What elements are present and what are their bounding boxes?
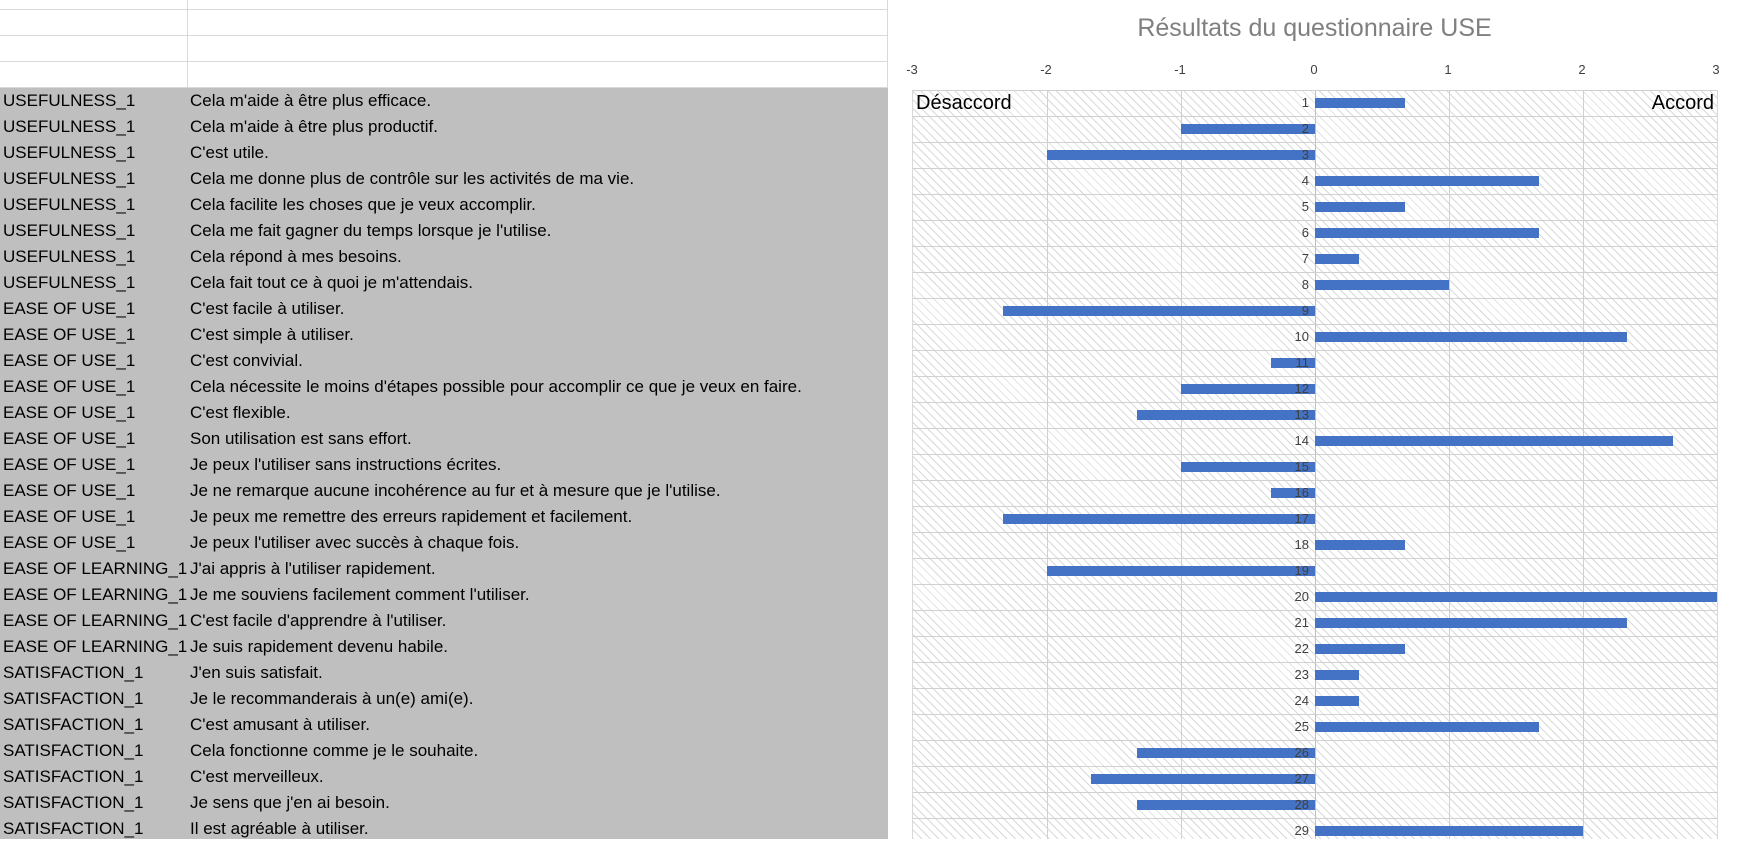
category-cell[interactable]: USEFULNESS_1 [3,117,136,136]
category-label: 6 [1301,225,1309,240]
category-label: 21 [1294,615,1309,630]
table-row[interactable] [0,686,888,712]
category-label: 16 [1294,485,1309,500]
question-cell[interactable]: Il est agréable à utiliser. [190,819,369,838]
category-label: 11 [1295,355,1309,370]
category-cell[interactable]: EASE OF USE_1 [3,299,136,318]
gridline [913,402,1717,403]
bar-1[interactable] [1315,98,1405,108]
question-cell[interactable]: Je le recommanderais à un(e) ami(e). [190,689,474,708]
gridline [913,220,1717,221]
gridline [913,194,1717,195]
gridline [913,610,1717,611]
category-label: 1 [1301,95,1309,110]
question-cell[interactable]: Cela nécessite le moins d'étapes possible pour accomplir ce que je veux en faire. [190,377,802,396]
category-cell[interactable]: EASE OF USE_1 [3,351,136,370]
table-row[interactable] [0,764,888,790]
table-row[interactable] [0,452,888,478]
category-label: 18 [1294,537,1309,552]
x-tick-label: 3 [1712,62,1720,77]
table-row[interactable] [0,114,888,140]
gridline [913,116,1717,117]
gridline [913,454,1717,455]
category-label: 29 [1294,823,1309,838]
table-row[interactable] [0,166,888,192]
category-cell[interactable]: EASE OF LEARNING_1 [3,611,188,630]
gridline [913,428,1717,429]
agree-label: Accord [1651,92,1714,114]
category-label: 14 [1294,433,1309,448]
bar-18[interactable] [1315,540,1405,550]
gridline [913,740,1717,741]
category-cell[interactable]: USEFULNESS_1 [3,91,136,110]
category-cell[interactable]: EASE OF USE_1 [3,481,136,500]
bar-29[interactable] [1315,826,1583,836]
use-results-chart[interactable] [888,0,1741,839]
category-cell[interactable]: SATISFACTION_1 [3,767,144,786]
category-label: 8 [1301,277,1309,292]
bar-8[interactable] [1315,280,1449,290]
empty-row[interactable] [0,36,888,62]
category-cell[interactable]: EASE OF USE_1 [3,325,136,344]
question-cell[interactable]: Cela me donne plus de contrôle sur les activités de ma vie. [190,169,635,188]
table-row[interactable] [0,348,888,374]
category-cell[interactable]: EASE OF USE_1 [3,429,136,448]
table-row[interactable] [0,816,888,842]
category-cell[interactable]: EASE OF USE_1 [3,455,136,474]
table-row[interactable] [0,634,888,660]
category-label: 23 [1294,667,1309,682]
question-cell[interactable]: Je peux me remettre des erreurs rapidement et facilement. [190,507,633,526]
category-label: 19 [1294,563,1309,578]
question-cell[interactable]: C'est simple à utiliser. [190,325,354,344]
table-row[interactable] [0,192,888,218]
column-divider [187,0,188,88]
gridline [913,350,1717,351]
gridline [913,246,1717,247]
table-row[interactable] [0,244,888,270]
gridline [913,818,1717,819]
bar-10[interactable] [1315,332,1627,342]
table-row[interactable] [0,374,888,400]
question-cell[interactable]: Cela m'aide à être plus productif. [190,117,438,136]
category-label: 4 [1301,173,1309,188]
bar-20[interactable] [1315,592,1717,602]
question-cell[interactable]: Cela facilite les choses que je veux accomplir. [190,195,536,214]
category-label: 3 [1301,147,1309,162]
category-label: 12 [1294,381,1309,396]
category-cell[interactable]: USEFULNESS_1 [3,247,136,266]
category-cell[interactable]: EASE OF USE_1 [3,377,136,396]
table-row[interactable] [0,530,888,556]
x-tick-label: -1 [1174,62,1186,77]
table-row[interactable] [0,218,888,244]
bar-21[interactable] [1315,618,1627,628]
category-cell[interactable]: EASE OF USE_1 [3,507,136,526]
question-cell[interactable]: Je ne remarque aucune incohérence au fur et à mesure que je l'utilise. [190,481,721,500]
table-row[interactable] [0,504,888,530]
gridline [913,272,1717,273]
category-cell[interactable]: SATISFACTION_1 [3,819,144,838]
category-label: 20 [1294,589,1309,604]
question-cell[interactable]: C'est amusant à utiliser. [190,715,370,734]
gridline [913,324,1717,325]
gridline [913,584,1717,585]
category-cell[interactable]: EASE OF LEARNING_1 [3,637,188,656]
table-row[interactable] [0,322,888,348]
category-cell[interactable]: SATISFACTION_1 [3,663,144,682]
category-label: 13 [1294,407,1309,422]
bar-25[interactable] [1315,722,1539,732]
empty-row[interactable] [0,62,888,88]
bar-6[interactable] [1315,228,1539,238]
question-cell[interactable]: Cela m'aide à être plus efficace. [190,91,432,110]
category-label: 27 [1294,771,1309,786]
table-row[interactable] [0,270,888,296]
empty-row[interactable] [0,0,888,10]
category-cell[interactable]: SATISFACTION_1 [3,689,144,708]
table-row[interactable] [0,88,888,114]
disagree-label: Désaccord [916,92,1012,114]
category-label: 25 [1294,719,1309,734]
category-label: 15 [1294,459,1309,474]
category-label: 2 [1301,121,1309,136]
gridline [913,506,1717,507]
table-row[interactable] [0,790,888,816]
question-cell[interactable]: Je peux l'utiliser sans instructions écrites. [190,455,502,474]
table-row[interactable] [0,582,888,608]
gridline [913,766,1717,767]
bar-7[interactable] [1315,254,1359,264]
gridline [913,532,1717,533]
question-cell[interactable]: Cela me fait gagner du temps lorsque je l'utilise. [190,221,552,240]
category-label: 24 [1294,693,1309,708]
category-cell[interactable]: SATISFACTION_1 [3,741,144,760]
category-label: 10 [1294,329,1309,344]
gridline [913,558,1717,559]
data-range [0,88,888,839]
gridline [913,376,1717,377]
chart-title: Résultats du questionnaire USE [1137,14,1492,42]
question-cell[interactable]: Cela fonctionne comme je le souhaite. [190,741,479,760]
category-label: 26 [1294,745,1309,760]
x-tick-label: 2 [1578,62,1586,77]
category-cell[interactable]: EASE OF LEARNING_1 [3,585,188,604]
table-row[interactable] [0,712,888,738]
table-row[interactable] [0,608,888,634]
category-cell[interactable]: EASE OF USE_1 [3,533,136,552]
bar-24[interactable] [1315,696,1359,706]
question-cell[interactable]: Je peux l'utiliser avec succès à chaque fois. [190,533,520,552]
gridline [913,688,1717,689]
category-label: 7 [1301,251,1309,266]
gridline [913,298,1717,299]
gridline [1047,90,1048,839]
empty-row[interactable] [0,10,888,36]
category-cell[interactable]: SATISFACTION_1 [3,793,144,812]
bar-4[interactable] [1315,176,1539,186]
category-cell[interactable]: USEFULNESS_1 [3,169,136,188]
table-row[interactable] [0,478,888,504]
question-cell[interactable]: C'est convivial. [190,351,303,370]
gridline [913,792,1717,793]
gridline [913,142,1717,143]
category-label: 17 [1294,511,1309,526]
question-cell[interactable]: Je sens que j'en ai besoin. [190,793,390,812]
question-cell[interactable]: C'est merveilleux. [190,767,324,786]
question-cell[interactable]: Cela répond à mes besoins. [190,247,402,266]
plot-area [912,90,1718,839]
table-row[interactable] [0,426,888,452]
question-cell[interactable]: J'ai appris à l'utiliser rapidement. [190,559,436,578]
category-cell[interactable]: EASE OF USE_1 [3,403,136,422]
question-cell[interactable]: Cela fait tout ce à quoi je m'attendais. [190,273,473,292]
category-cell[interactable]: EASE OF LEARNING_1 [3,559,188,578]
gridline [1583,90,1584,839]
bar-14[interactable] [1315,436,1673,446]
bar-23[interactable] [1315,670,1359,680]
table-row[interactable] [0,660,888,686]
x-tick-label: -2 [1040,62,1052,77]
category-cell[interactable]: USEFULNESS_1 [3,221,136,240]
x-tick-label: -3 [906,62,918,77]
x-tick-label: 1 [1444,62,1452,77]
category-label: 28 [1294,797,1309,812]
x-tick-label: 0 [1310,62,1318,77]
table-row[interactable] [0,738,888,764]
question-cell[interactable]: Je suis rapidement devenu habile. [190,637,448,656]
category-cell[interactable]: USEFULNESS_1 [3,195,136,214]
question-cell[interactable]: C'est facile à utiliser. [190,299,345,318]
table-row[interactable] [0,140,888,166]
question-cell[interactable]: C'est flexible. [190,403,291,422]
category-cell[interactable]: USEFULNESS_1 [3,273,136,292]
category-label: 5 [1301,199,1309,214]
gridline [913,714,1717,715]
question-cell[interactable]: C'est utile. [190,143,269,162]
bar-5[interactable] [1315,202,1405,212]
table-row[interactable] [0,400,888,426]
category-cell[interactable]: USEFULNESS_1 [3,143,136,162]
gridline [913,636,1717,637]
question-cell[interactable]: J'en suis satisfait. [190,663,323,682]
table-row[interactable] [0,296,888,322]
category-label: 9 [1301,303,1309,318]
bar-22[interactable] [1315,644,1405,654]
category-label: 22 [1294,641,1309,656]
table-row[interactable] [0,556,888,582]
category-cell[interactable]: SATISFACTION_1 [3,715,144,734]
question-cell[interactable]: Je me souviens facilement comment l'utiliser. [190,585,530,604]
question-cell[interactable]: C'est facile d'apprendre à l'utiliser. [190,611,447,630]
gridline [913,662,1717,663]
gridline [913,90,1717,91]
gridline [913,168,1717,169]
gridline [913,480,1717,481]
question-cell[interactable]: Son utilisation est sans effort. [190,429,412,448]
